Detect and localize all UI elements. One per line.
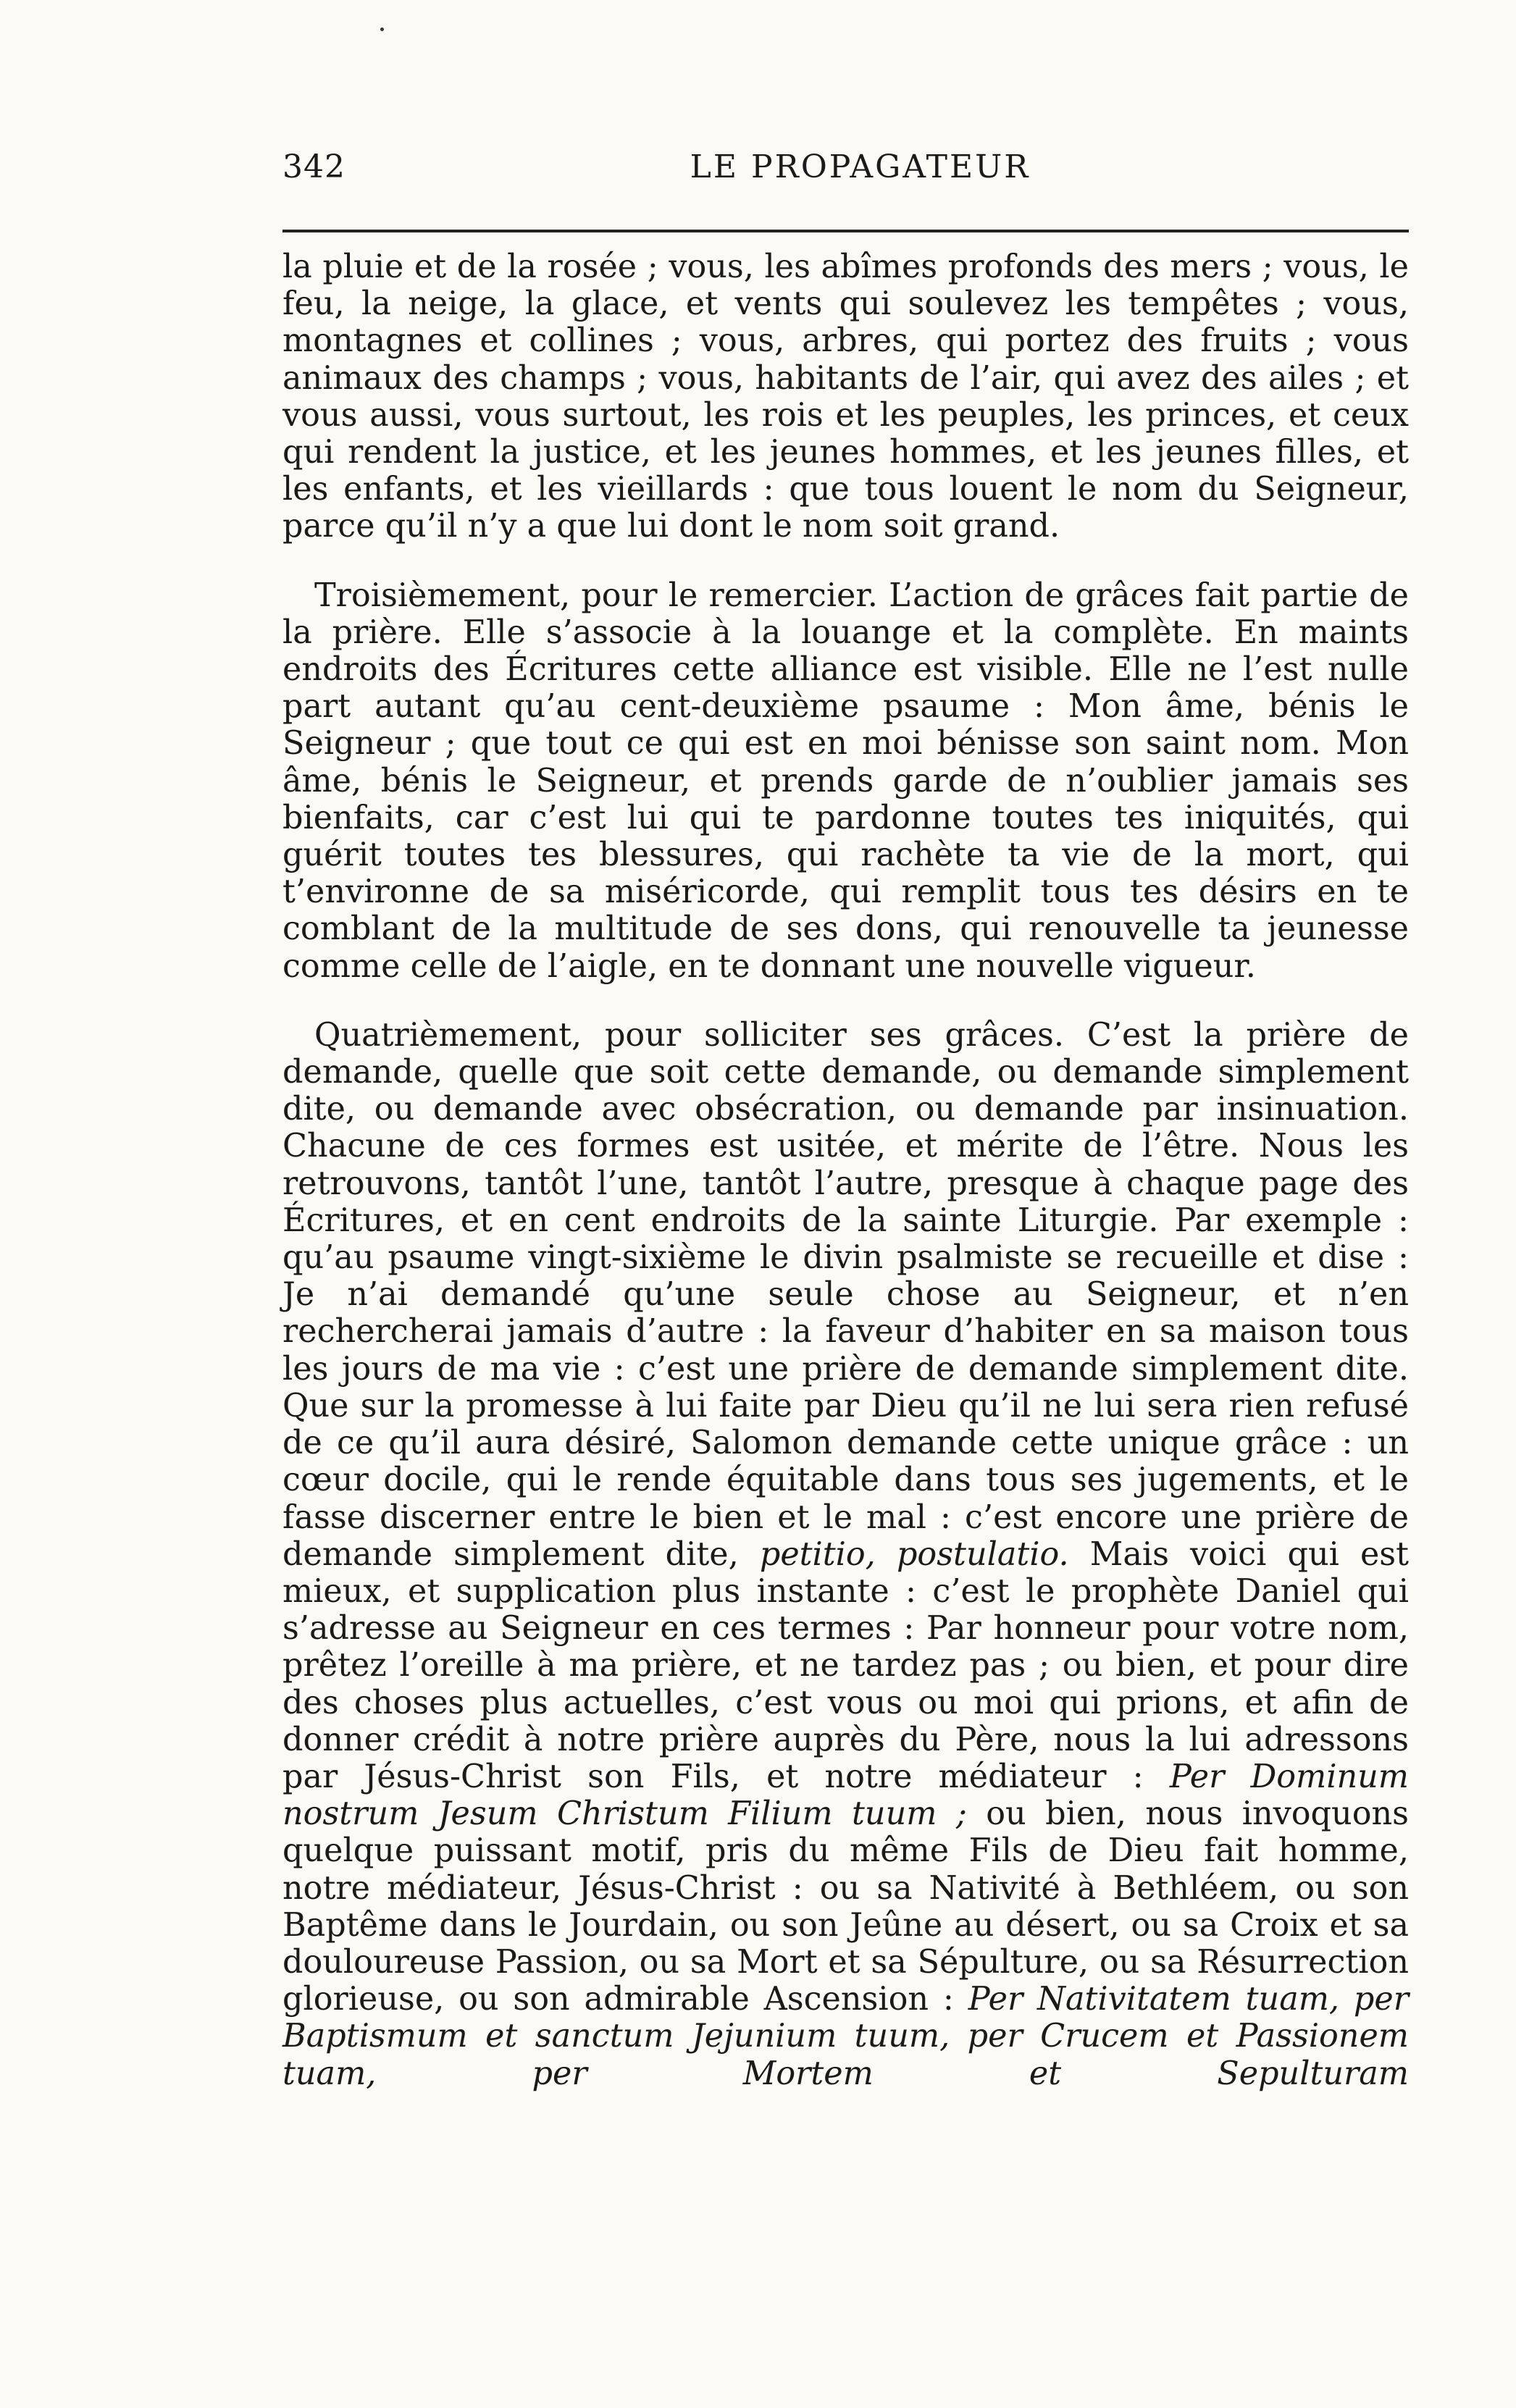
- page-number: 342: [282, 148, 346, 185]
- header-rule: [282, 230, 1409, 232]
- paragraph-petition-text-b: Mais voici qui est mieux, et supplication plus instante : c’est le prophète Daniel qui s’adresse au Seigneur en ces termes : Par honneur pour votre nom, prêtez l’oreille à ma prière, et ne tardez pas ; ou bien, et pour dire des choses plus actuelles, c’est vous ou moi qui prions, et afin de donner crédit à notre prière auprès du Père, nous la lui adressons par Jésus-Christ son Fils, et notre médiateur :: [282, 1535, 1409, 1795]
- book-page: [282, 148, 1409, 2092]
- running-head: [282, 148, 1409, 192]
- latin-quote-per-nativitatem: Per Nativitatem tuam, per Baptismum et sanctum Jejunium tuum, per Crucem et Passionem tuam, per Mortem et Sepulturam: [282, 1981, 1409, 2092]
- latin-quote-per-dominum: Per Dominum nostrum Jesum Christum Filium tuum ;: [282, 1758, 1409, 1833]
- latin-quote-petitio: petitio, postulatio.: [759, 1535, 1069, 1573]
- running-title: LE PROPAGATEUR: [690, 148, 1031, 185]
- paragraph-continuation: la pluie et de la rosée ; vous, les abîmes profonds des mers ; vous, le feu, la neige, la glace, et vents qui soulevez les tempêtes ; vous, montagnes et collines ; vous, arbres, qui portez des fruits ; vous animaux des champs ; vous, habitants de l’air, qui avez des ailes ; et vous aussi, vous surtout, les rois et les peuples, les princes, et ceux qui rendent la justice, et les jeunes hommes, et les jeunes filles, et les enfants, et les vieillards : que tous louent le nom du Seigneur, parce qu’il n’y a que lui dont le nom soit grand.: [282, 248, 1409, 545]
- paragraph-petition: [282, 1017, 1409, 2092]
- body-text: [282, 248, 1409, 2092]
- stray-dot-mark: [380, 28, 384, 31]
- paragraph-petition-text-c: ou bien, nous invoquons quelque puissant motif, pris du même Fils de Dieu fait homme, notre médiateur, Jésus-Christ : ou sa Nativité à Bethléem, ou son Baptême dans le Jourdain, ou son Jeûne au désert, ou sa Croix et sa douloureuse Passion, ou sa Mort et sa Sépulture, ou sa Résurrection glorieuse, ou son admirable Ascension :: [282, 1795, 1409, 2018]
- paragraph-petition-text-a: Quatrièmement, pour solliciter ses grâces. C’est la prière de demande, quelle que soit cette demande, ou demande simplement dite, ou demande avec obsécration, ou demande par insinuation. Chacune de ces formes est usitée, et mérite de l’être. Nous les retrouvons, tantôt l’une, tantôt l’autre, presque à chaque page des Écritures, et en cent endroits de la sainte Liturgie. Par exemple : qu’au psaume vingt-sixième le divin psalmiste se recueille et dise : Je n’ai demandé qu’une seule chose au Seigneur, et n’en rechercherai jamais d’autre : la faveur d’habiter en sa maison tous les jours de ma vie : c’est une prière de demande simplement dite. Que sur la promesse à lui faite par Dieu qu’il ne lui sera rien refusé de ce qu’il aura désiré, Salomon demande cette unique grâce : un cœur docile, qui le rende équitable dans tous ses jugements, et le fasse discerner entre le bien et le mal : c’est encore une prière de demande simplement dite,: [282, 1016, 1409, 1573]
- paragraph-thanksgiving: Troisièmement, pour le remercier. L’action de grâces fait partie de la prière. Elle s’associe à la louange et la complète. En maints endroits des Écritures cette alliance est visible. Elle ne l’est nulle part autant qu’au cent-deuxième psaume : Mon âme, bénis le Seigneur ; que tout ce qui est en moi bénisse son saint nom. Mon âme, bénis le Seigneur, et prends garde de n’oublier jamais ses bienfaits, car c’est lui qui te pardonne toutes tes iniquités, qui guérit toutes tes blessures, qui rachète ta vie de la mort, qui t’environne de sa miséricorde, qui remplit tous tes désirs en te comblant de la multitude de ses dons, qui renouvelle ta jeunesse comme celle de l’aigle, en te donnant une nouvelle vigueur.: [282, 576, 1409, 985]
